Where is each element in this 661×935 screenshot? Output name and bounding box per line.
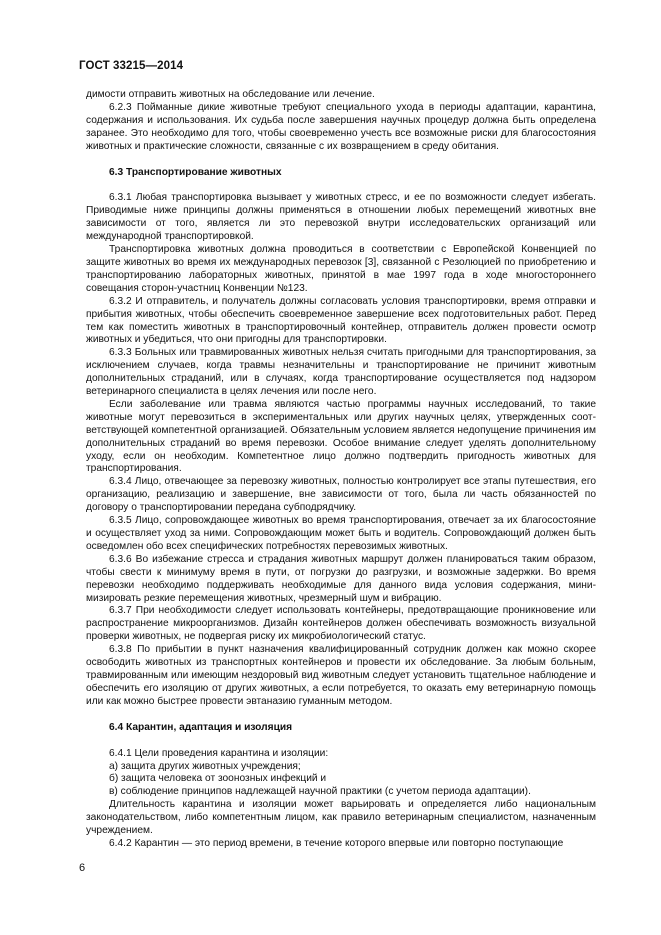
paragraph-6-3-2: 6.3.2 И отправитель, и получатель должны согласовать условия транспортировки, время отправки и прибытия животных, чтобы обеспечить своевременное завершение всех подготовительных работ. Перед тем как поместить животных в транспортировочный контейнер, отправитель должен провести осмотр животных и убедиться, что они пригодны для транспортировки. xyxy=(86,295,596,346)
page-content xyxy=(86,89,596,851)
list-item-b: б) защита человека от зоонозных инфекций и xyxy=(109,773,327,785)
paragraph-6-3-1-b: Транспортировка животных должна проводиться в соответствии с Европейской Конвенцией по защите животных во время их международных перевозок [3], связанной с Резолюцией по приобретению и транспортированию лабораторных животных, принятой в мае 1997 года в ходе многостороннего совещания сторон-участниц Конвенции №123. xyxy=(86,244,596,294)
heading-6-4: 6.4 Карантин, адаптация и изоляция xyxy=(109,721,293,733)
paragraph-6-2-3: 6.2.3 Пойманные дикие животные требуют специального ухода в периоды адаптации, карантина, содержания и использования. Их судьба после завершения научных процедур должна быть определена заранее. Это необходимо для того, чтобы своевременно учесть все возможные риски для благосостояния животных и практические сложности, связанные с их возвращением в среду обитания. xyxy=(86,101,596,152)
standard-header: ГОСТ 33215—2014 xyxy=(79,60,184,72)
paragraph-6-3-1: 6.3.1 Любая транспортировка вызывает у животных стресс, и ее по возможности следует избегать. Приводимые ниже принципы должны применяться в отношении любых перемещений животных вне зависимости от того, является ли это перевозкой внутри исследовательских организаций или международной транспортировкой. xyxy=(86,192,596,243)
list-item-a: а) защита других животных учреждения; xyxy=(109,760,301,772)
paragraph-6-3-4: 6.3.4 Лицо, отвечающее за перевозку животных, полностью контролирует все этапы путешествия, его организацию, реализацию и завершение, вне зависимости от того, была ли часть обязанностей по договору о транспортировании передана субподрядчику. xyxy=(86,476,596,514)
paragraph-6-3-3: 6.3.3 Больных или травмированных животных нельзя считать пригодными для транспортирования, за исключением случаев, когда травмы незначительны и транспортирование не причинит животным дополнительных страданий, или в случаях, когда транспортирование осуществляется под надзором ветеринарного специалиста в целях лечения или после него. xyxy=(86,347,596,398)
paragraph-6-3-6: 6.3.6 Во избежание стресса и страдания животных маршрут должен планироваться таким образом, чтобы свести к минимуму время в пути, от погрузки до разгрузки, и возможные задержки. Во время перевозки необходимо поддерживать необходимые для данного вида условия содержания, минимизировать резкие перемещения животных, чрезмерный шум и вибрацию. xyxy=(86,553,596,604)
paragraph-6-3-7: 6.3.7 При необходимости следует использовать контейнеры, предотвращающие проникновение или распространение микроорганизмов. Дизайн контейнеров должен обеспечивать возможность визуальной проверки животных, не подвергая риску их микробиологический статус. xyxy=(86,605,596,643)
list-item-c: в) соблюдение принципов надлежащей научной практики (с учетом периода адаптации). xyxy=(109,786,531,798)
paragraph-6-3-3-b: Если заболевание или травма являются частью программы научных исследований, то такие животные могут перевозиться в экспериментальных или других научных целях, утвержденных соответствующей компетентной организацией. Обязательным условием является недопущение причинения им дополнительных страданий во время перевозки. Особое внимание следует уделять дополнительному уходу, если он необходим. Компетентное лицо должно подтвердить пригодность животных для транспортирования. xyxy=(86,398,596,475)
paragraph-6-4-1-b: Длительность карантина и изоляции может варьировать и определяется либо национальным законодательством, либо компетентным лицом, как правило ветеринарным специалистом, назначенным учреждением. xyxy=(86,799,596,837)
paragraph-6-3-8: 6.3.8 По прибытии в пункт назначения квалифицированный сотрудник должен как можно скорее освободить животных из транспортных контейнеров и провести их обследование. За любым больным, травмированным или имеющим нездоровый вид животным следует установить тщательное наблюдение и обеспечить его изоляцию от других животных, а если потребуется, то оказать ему ветеринарную помощь или как можно быстрее провести эвтаназию гуманным методом. xyxy=(86,644,596,707)
paragraph-6-4-1: 6.4.1 Цели проведения карантина и изоляции: xyxy=(109,747,329,759)
paragraph-intro: димости отправить животных на обследование или лечение. xyxy=(86,89,375,100)
page-number: 6 xyxy=(79,862,86,874)
heading-6-3: 6.3 Транспортирование животных xyxy=(109,166,282,178)
paragraph-6-3-5: 6.3.5 Лицо, сопровождающее животных во время транспортирования, отвечает за их благосостояние и осуществляет уход за ними. Сопровождающим может быть и водитель. Сопровождающий должен быть осведомлен обо всех специфических потребностях перевозимых животных. xyxy=(86,515,596,552)
paragraph-6-4-2: 6.4.2 Карантин — это период времени, в течение которого впервые или повторно поступающие xyxy=(109,837,564,849)
